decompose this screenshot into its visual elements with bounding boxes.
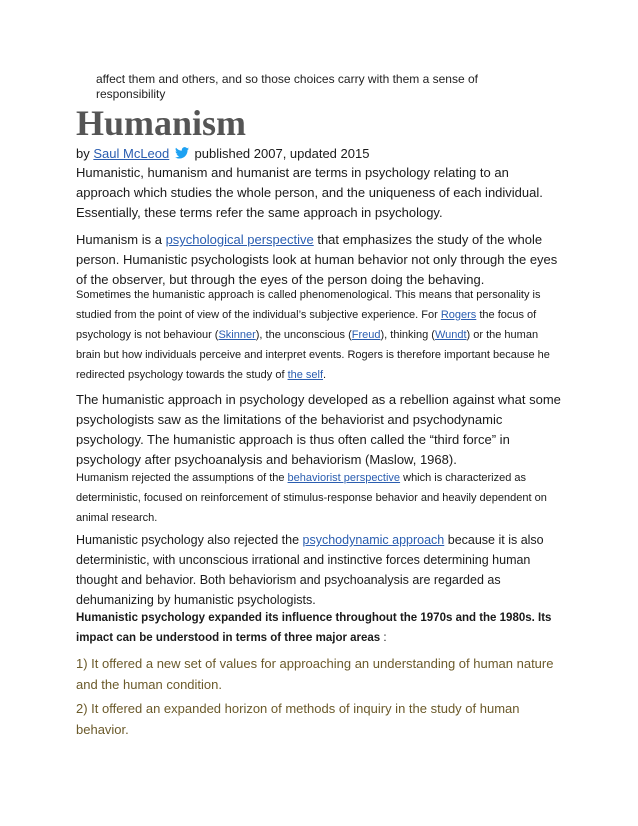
skinner-link[interactable]: Skinner (218, 329, 256, 341)
psychodynamic-approach-link[interactable]: psychodynamic approach (302, 533, 445, 547)
paragraph-7-bold: Humanistic psychology expanded its influence throughout the 1970s and the 1980s. Its impact can be understood in terms of three major areas (76, 612, 552, 644)
paragraph-2-text-a: Humanism is a (76, 232, 166, 247)
paragraph-5-text-a: Humanism rejected the assumptions of the (76, 472, 288, 484)
byline-prefix: by (76, 146, 90, 161)
rogers-link[interactable]: Rogers (440, 309, 477, 321)
paragraph-2-text-b: that emphasizes the study of the whole person. Humanistic psychologists look at human behavior not only through the eyes of the observer, but through the eyes of the person doing the behaving. (76, 232, 558, 287)
list-item-1: 1) It offered a new set of values for approaching an understanding of human nature and the human condition. (76, 656, 554, 692)
paragraph-6 (76, 530, 564, 610)
psychological-perspective-link[interactable]: psychological perspective (165, 232, 314, 247)
twitter-bird-icon[interactable] (175, 147, 189, 159)
behaviorist-perspective-link[interactable]: behaviorist perspective (287, 472, 401, 484)
paragraph-5-text-b: which is characterized as deterministic, focused on reinforcement of stimulus-response behavior and heavily dependent on animal research. (76, 472, 547, 524)
paragraph-3-text-e: ) or the human brain but how individuals perceive and interpret events. Rogers is therefore important because he redirected psychology towards the study of (76, 329, 550, 381)
paragraph-1: Humanistic, humanism and humanist are terms in psychology relating to an approach which studies the whole person, and the uniqueness of each individual. Essentially, these terms refer the same approach in psychology. (76, 165, 543, 220)
published-date: published 2007, updated 2015 (194, 146, 370, 161)
paragraph-3-text-c: ), the unconscious ( (255, 329, 352, 341)
author-link[interactable]: Saul McLeod (93, 146, 170, 161)
paragraph-2 (76, 230, 564, 290)
page-title: Humanism (76, 103, 247, 143)
paragraph-7 (76, 608, 564, 648)
paragraph-6-text-b: because it is also deterministic, with unconscious irrational and instinctive forces determining human thought and behavior. Both behaviorism and psychoanalysis are regarded as dehumanizing by humanistic psychologists. (76, 533, 544, 607)
paragraph-5 (76, 468, 564, 528)
paragraph-3-text-d: ), thinking ( (380, 329, 435, 341)
paragraph-3-text-a: Sometimes the humanistic approach is called phenomenological. This means that personality is studied from the point of view of the individual’s subjective experience. For (76, 289, 541, 321)
wundt-link[interactable]: Wundt (434, 329, 467, 341)
intro-text: affect them and others, and so those choices carry with them a sense of responsibility (96, 72, 478, 101)
list-item-2: 2) It offered an expanded horizon of methods of inquiry in the study of human behavior. (76, 701, 520, 737)
paragraph-3 (76, 285, 564, 385)
paragraph-3-text-b: the focus of psychology is not behaviour ( (76, 309, 537, 341)
paragraph-6-text-a: Humanistic psychology also rejected the (76, 533, 303, 547)
freud-link[interactable]: Freud (351, 329, 381, 341)
byline (76, 145, 369, 162)
paragraph-3-text-f: . (323, 369, 327, 381)
paragraph-7-tail: : (380, 632, 387, 644)
the-self-link[interactable]: the self (287, 369, 324, 381)
paragraph-4: The humanistic approach in psychology developed as a rebellion against what some psychologists saw as the limitations of the behaviorist and psychodynamic psychology. The humanistic approach is thus often called the “third force” in psychology after psychoanalysis and behaviorism (Maslow, 1968). (76, 392, 561, 467)
